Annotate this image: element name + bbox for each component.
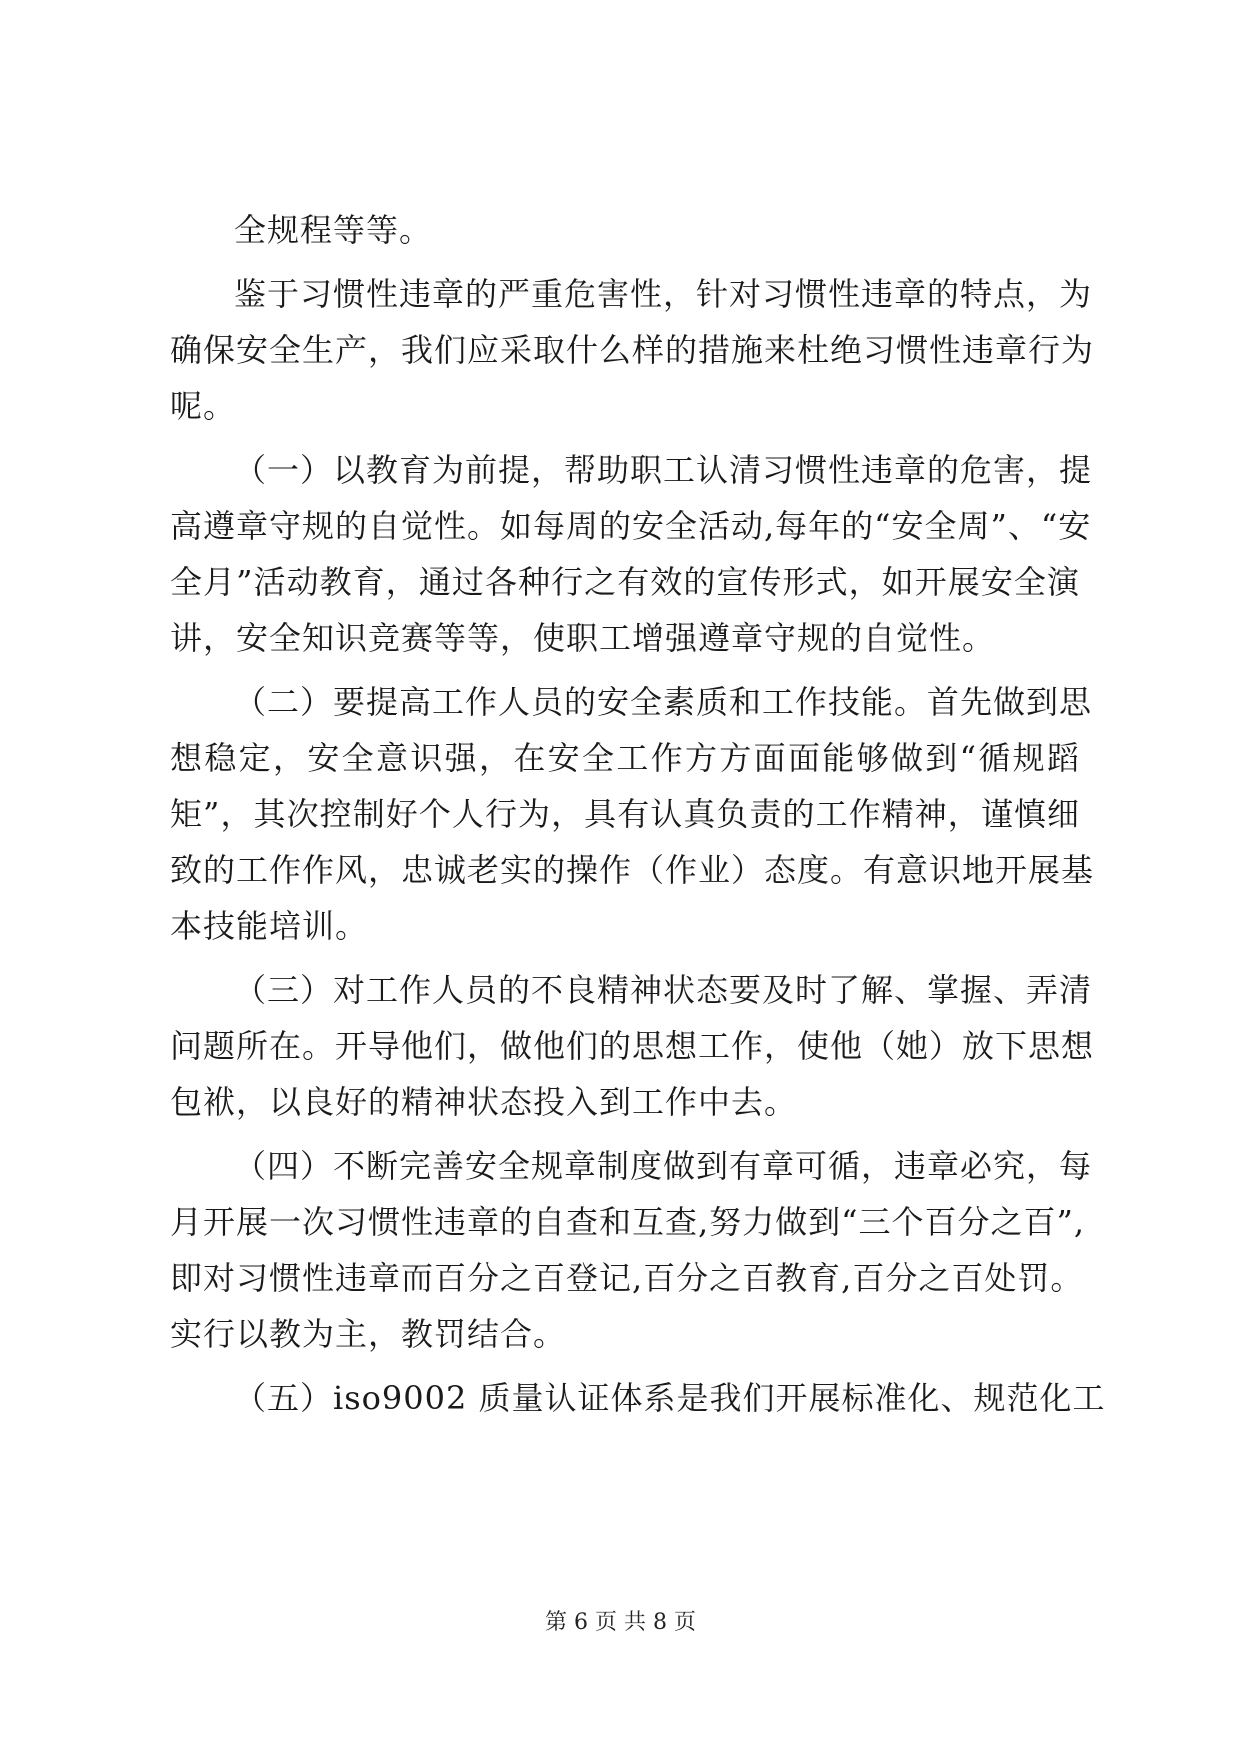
text-line: 全规程等等。 bbox=[234, 211, 433, 249]
text-line: （四）不断完善安全规章制度做到有章可循，违章必究，每 bbox=[234, 1147, 1093, 1185]
text-line: （二）要提高工作人员的安全素质和工作技能。首先做到思 bbox=[234, 683, 1093, 721]
text-line: 包袱，以良好的精神状态投入到工作中去。 bbox=[170, 1083, 798, 1121]
text-line: 矩”，其次控制好个人行为，具有认真负责的工作精神，谨慎细 bbox=[170, 795, 1080, 833]
text-line: 呢。 bbox=[170, 387, 237, 425]
text-line: 确保安全生产，我们应采取什么样的措施来杜绝习惯性违章行为 bbox=[170, 331, 1095, 369]
text-line: 月开展一次习惯性违章的自查和互查,努力做到“三个百分之百”, bbox=[170, 1203, 1086, 1241]
text-line: 问题所在。开导他们，做他们的思想工作，使他（她）放下思想 bbox=[170, 1027, 1095, 1065]
text-line: 全月”活动教育，通过各种行之有效的宣传形式，如开展安全演 bbox=[170, 563, 1080, 601]
text-line: 想稳定，安全意识强，在安全工作方方面面能够做到“循规蹈 bbox=[170, 739, 1080, 777]
text-line: （五）iso9002 质量认证体系是我们开展标准化、规范化工 bbox=[234, 1379, 1106, 1417]
text-line: 致的工作作风，忠诚老实的操作（作业）态度。有意识地开展基 bbox=[170, 851, 1095, 889]
text-line: （三）对工作人员的不良精神状态要及时了解、掌握、弄清 bbox=[234, 971, 1093, 1009]
text-line: 实行以教为主，教罚结合。 bbox=[170, 1315, 567, 1353]
text-line: 鉴于习惯性违章的严重危害性，针对习惯性违章的特点，为 bbox=[234, 275, 1093, 313]
text-line: 即对习惯性违章而百分之百登记,百分之百教育,百分之百处罚。 bbox=[170, 1259, 1084, 1297]
text-line: 本技能培训。 bbox=[170, 907, 369, 945]
text-line: 讲，安全知识竞赛等等，使职工增强遵章守规的自觉性。 bbox=[170, 619, 996, 657]
page-number-footer: 第 6 页 共 8 页 bbox=[545, 1610, 696, 1635]
text-line: 高遵章守规的自觉性。如每周的安全活动,每年的“安全周”、“安 bbox=[170, 507, 1092, 545]
text-line: （一）以教育为前提，帮助职工认清习惯性违章的危害，提 bbox=[234, 451, 1093, 489]
